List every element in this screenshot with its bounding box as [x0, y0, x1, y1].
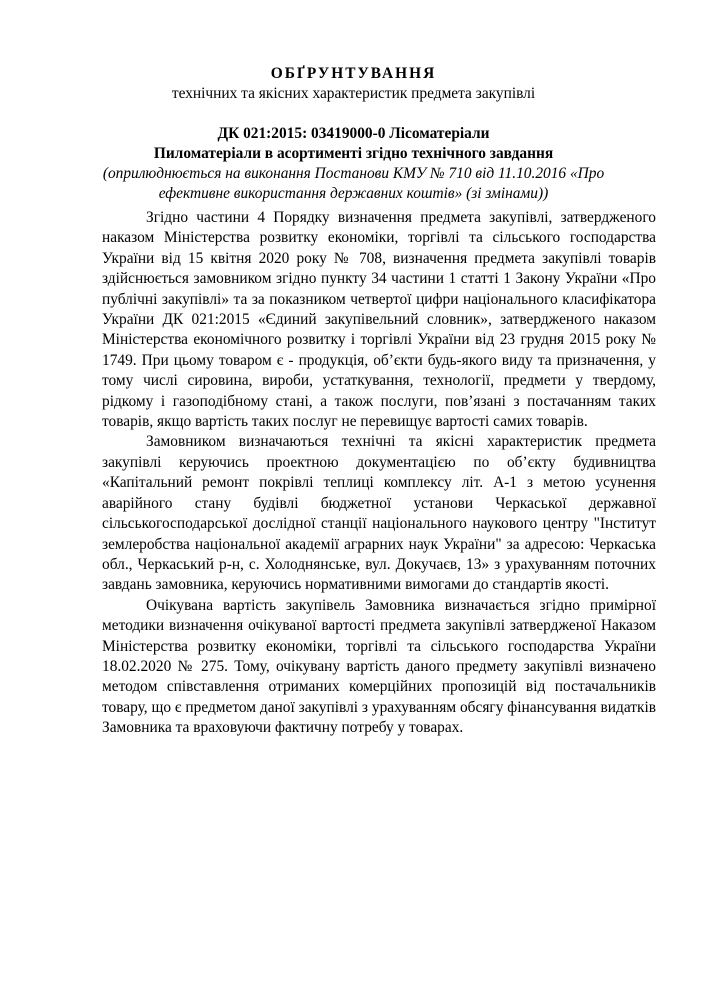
procurement-item: Пиломатеріали в асортименті згідно технічного завдання — [153, 145, 554, 162]
document-body — [102, 208, 656, 739]
publication-note-line-1: (оприлюднюється на виконання Постанови КМУ № 710 від 11.10.2016 «Про — [102, 165, 605, 182]
paragraph-subject-definition: Згідно частини 4 Порядку визначення предмета закупівлі, затвердженого наказом Міністерства розвитку економіки, торгівлі та сільського господарства України від 15 квітня 2020 року № 708, визначення предмета закупівлі товарів здійснюється замовником згідно пункту 34 частини 1 статті 1 Закону України «Про публічні закупівлі» та за показником четвертої цифри національного класифікатора України ДК 021:2015 «Єдиний закупівельний словник», затвердженого наказом Міністерства економічного розвитку і торгівлі України від 23 грудня 2015 року № 1749. При цьому товаром є - продукція, об’єкти будь-якого виду та призначення, у тому числі сировина, вироби, устаткування, технології, предмети у твердому, рідкому і газоподібному стані, а також послуги, пов’язані з постачанням таких товарів, якщо вартість таких послуг не перевищує вартості самих товарів. — [102, 209, 656, 431]
paragraph-technical-characteristics: Замовником визначаються технічні та якісні характеристик предмета закупівлі керуючись проектною документацією по об’єкту будивництва «Капітальний ремонт покрівлі теплиці комплексу літ. А-1 з метою усунення аварійного стану будівлі бюджетної установи Черкаської державної сільськогосподарської дослідної станції національного наукового центру "Інститут землеробства національної академії аграрних наук України" за адресою: Черкаська обл., Черкаський р-н, с. Холоднянське, вул. Докучаєв, 13» з урахуванням поточних завдань замовника, керуючись нормативними вимогами до стандартів якості. — [102, 433, 656, 594]
document-subtitle: технічних та якісних характеристик предмета закупівлі — [171, 85, 536, 102]
document-title: ОБҐРУНТУВАННЯ — [270, 65, 437, 82]
paragraph-expected-cost: Очікувана вартість закупівель Замовника визначається згідно примірної методики визначення очікуваної вартості предмета закупівлі затвердженої Наказом Міністерства розвитку економіки, торгівлі та сільського господарства України 18.02.2020 № 275. Тому, очікувану вартість даного предмету закупівлі визначено методом співставлення отриманих комерційних пропозицій від постачальників товару, що є предметом даної закупівлі з урахуванням обсягу фінансування видатків Замовника та враховуючи фактичну потребу у товарах. — [102, 596, 656, 737]
header-spacer — [80, 104, 627, 124]
document-header — [80, 64, 627, 204]
publication-note-line-2: ефективне використання державних коштів» (зі змінами)) — [158, 185, 549, 202]
classifier-code: ДК 021:2015: 03419000-0 Лісоматеріали — [217, 125, 490, 142]
